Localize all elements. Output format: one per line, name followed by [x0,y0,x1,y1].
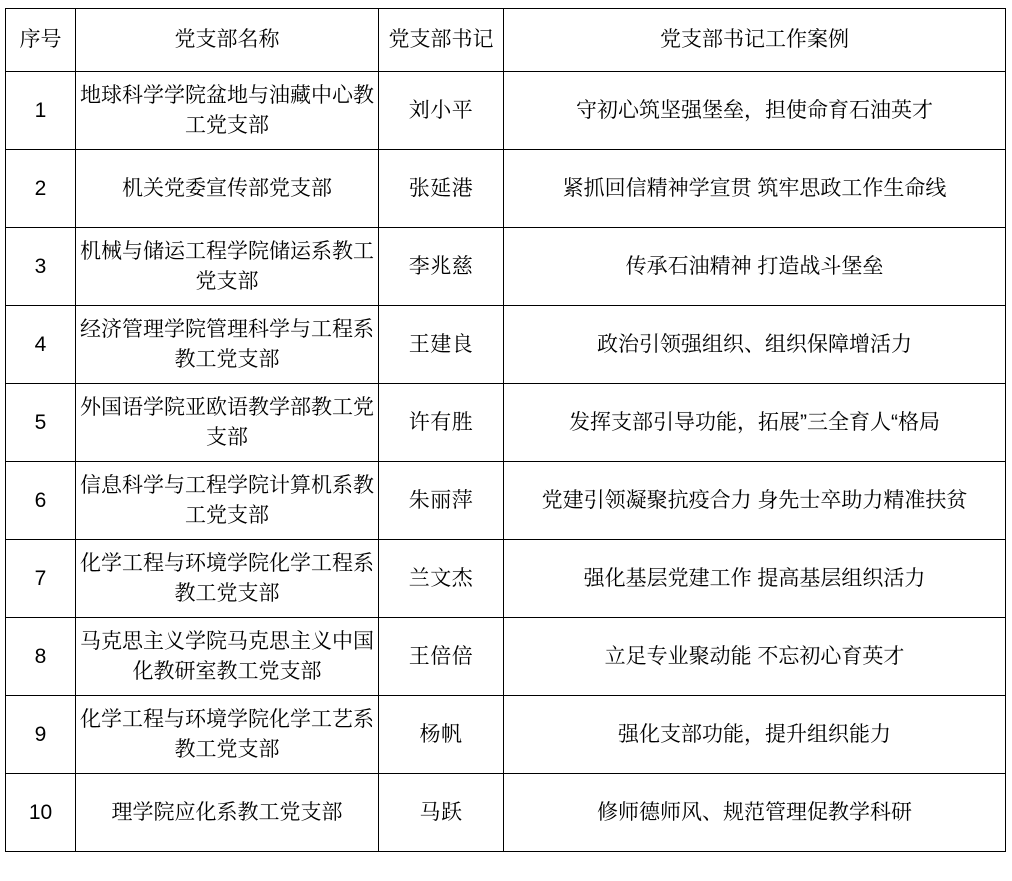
column-header-num: 序号 [6,9,76,72]
branch-secretary: 王建良 [379,306,504,384]
row-number: 9 [6,696,76,774]
row-number: 6 [6,462,76,540]
row-number: 10 [6,774,76,852]
branch-secretary: 许有胜 [379,384,504,462]
table-row [6,384,1006,462]
table-row [6,72,1006,150]
branch-name: 信息科学与工程学院计算机系教工党支部 [76,462,379,540]
branch-secretary: 张延港 [379,150,504,228]
work-case: 强化支部功能，提升组织能力 [504,696,1006,774]
work-case: 守初心筑坚强堡垒，担使命育石油英才 [504,72,1006,150]
column-header-case: 党支部书记工作案例 [504,9,1006,72]
table-row [6,540,1006,618]
work-case: 政治引领强组织、组织保障增活力 [504,306,1006,384]
table-row [6,150,1006,228]
branch-secretary: 杨帆 [379,696,504,774]
row-number: 4 [6,306,76,384]
table-row [6,696,1006,774]
branch-name: 地球科学学院盆地与油藏中心教工党支部 [76,72,379,150]
branch-name: 经济管理学院管理科学与工程系教工党支部 [76,306,379,384]
branch-name: 马克思主义学院马克思主义中国化教研室教工党支部 [76,618,379,696]
table-header-row [6,9,1006,72]
work-case: 强化基层党建工作 提高基层组织活力 [504,540,1006,618]
branch-name: 外国语学院亚欧语教学部教工党支部 [76,384,379,462]
row-number: 7 [6,540,76,618]
branch-secretary: 王倍倍 [379,618,504,696]
branch-name: 机械与储运工程学院储运系教工党支部 [76,228,379,306]
row-number: 3 [6,228,76,306]
branch-secretary: 李兆慈 [379,228,504,306]
table-row [6,306,1006,384]
column-header-secretary: 党支部书记 [379,9,504,72]
work-case: 修师德师风、规范管理促教学科研 [504,774,1006,852]
branch-secretary: 兰文杰 [379,540,504,618]
table-row [6,618,1006,696]
table-row [6,774,1006,852]
row-number: 2 [6,150,76,228]
table-row [6,228,1006,306]
branch-name: 机关党委宣传部党支部 [76,150,379,228]
work-case: 发挥支部引导功能，拓展”三全育人“格局 [504,384,1006,462]
table-row [6,462,1006,540]
table-body [6,72,1006,852]
work-case: 党建引领凝聚抗疫合力 身先士卒助力精准扶贫 [504,462,1006,540]
branch-name: 化学工程与环境学院化学工艺系教工党支部 [76,696,379,774]
row-number: 5 [6,384,76,462]
branch-secretary: 朱丽萍 [379,462,504,540]
branch-name: 理学院应化系教工党支部 [76,774,379,852]
row-number: 1 [6,72,76,150]
row-number: 8 [6,618,76,696]
column-header-branch: 党支部名称 [76,9,379,72]
branch-name: 化学工程与环境学院化学工程系教工党支部 [76,540,379,618]
work-case: 紧抓回信精神学宣贯 筑牢思政工作生命线 [504,150,1006,228]
work-case: 立足专业聚动能 不忘初心育英才 [504,618,1006,696]
table-header [6,9,1006,72]
branch-secretary: 刘小平 [379,72,504,150]
branch-secretary: 马跃 [379,774,504,852]
party-branch-table [5,8,1006,852]
work-case: 传承石油精神 打造战斗堡垒 [504,228,1006,306]
